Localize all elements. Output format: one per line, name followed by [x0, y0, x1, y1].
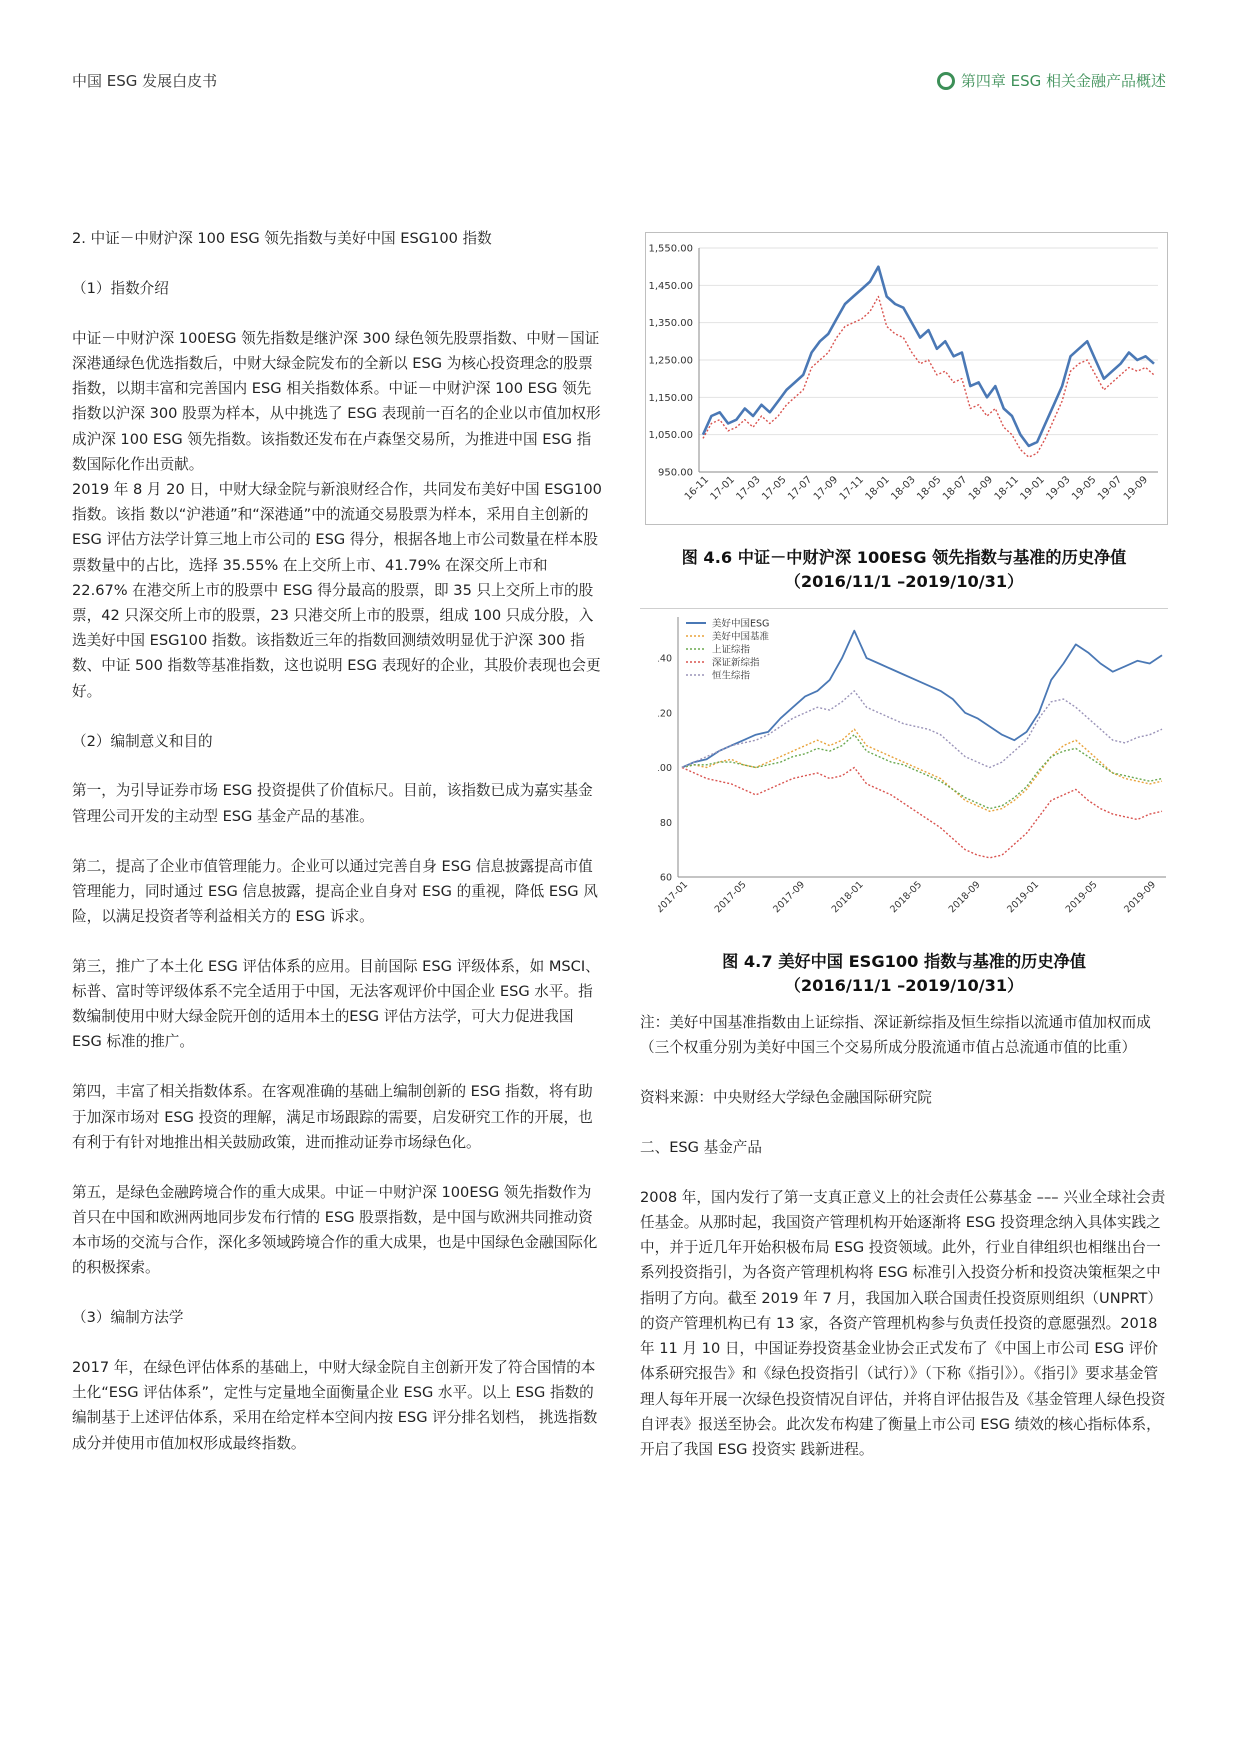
x-tick-label: 18-11: [992, 474, 1022, 503]
legend-label: 上证综指: [712, 644, 751, 656]
paragraph: 第二，提高了企业市值管理能力。企业可以通过完善自身 ESG 信息披露提高市值管理能力，同时通过 ESG 信息披露，提高企业自身对 ESG 的重视，降低 ESG 风险，以满足投资者等利益相关方的 ESG 诉求。: [72, 857, 598, 925]
figure-caption: [640, 950, 1168, 998]
paragraph: 第四，丰富了相关指数体系。在客观准确的基础上编制创新的 ESG 指数，将有助于加深市场对 ESG 投资的理解，满足市场跟踪的需要，启发研究工作的开展，也有利于有针对地推出相关鼓励政策，进而推动证券市场绿色化。: [72, 1083, 593, 1151]
x-tick-label: 2017-01: [658, 879, 691, 916]
x-tick-label: 19-03: [1044, 474, 1073, 503]
y-tick-label: 1,450.00: [648, 280, 693, 292]
y-tick-label: 1,050.00: [648, 430, 693, 442]
subheading-esg-funds: 二、ESG 基金产品: [640, 1138, 762, 1156]
chart-csi-esg100-svg: [645, 232, 1168, 525]
x-tick-label: 2019-01: [1005, 879, 1042, 916]
x-tick-label: 19-07: [1095, 474, 1125, 503]
x-tick-label: 17-05: [760, 474, 789, 503]
running-header-title: 中国 ESG 发展白皮书: [72, 72, 218, 90]
x-tick-label: 17-09: [811, 474, 841, 503]
x-tick-label: 16-11: [682, 474, 712, 503]
chapter-title: 第四章 ESG 相关金融产品概述: [960, 72, 1166, 90]
legend-label: 美好中国ESG: [712, 618, 770, 630]
y-tick-label: 20: [659, 708, 672, 720]
x-tick-label: 18-07: [941, 474, 970, 503]
caption-line: （2016/11/1 –2019/10/31）: [784, 976, 1024, 995]
legend-label: 恒生综指: [712, 670, 751, 682]
paragraph: 第五，是绿色金融跨境合作的重大成果。中证－中财沪深 100ESG 领先指数作为首只在中国和欧洲两地同步发布行情的 ESG 股票指数，是中国与欧洲共同推动资本市场的交流与合作，深化多领域跨境合作的重大成果，也是中国绿色金融国际化的积极探索。: [72, 1183, 598, 1277]
x-tick-label: 18-05: [915, 474, 944, 503]
y-tick-label: 60: [659, 872, 672, 884]
circle-icon: [937, 72, 955, 90]
x-tick-label: 2019-09: [1122, 879, 1159, 916]
chart-csi-esg100: [645, 232, 1168, 525]
x-tick-label: 17-07: [786, 474, 815, 503]
left-column: [72, 226, 604, 1480]
x-tick-label: 2017-09: [771, 879, 808, 916]
legend-label: 深证新综指: [712, 657, 760, 669]
y-tick-label: 1,150.00: [648, 392, 693, 404]
paragraph: 2019 年 8 月 20 日，中财大绿金院与新浪财经合作，共同发布美好中国 ESG100 指数。该指 数以“沪港通”和“深港通”中的流通交易股票为样本，采用自主创新的 ESG 评估方法学计算三地上市公司的 ESG 得分，根据各地上市公司数量在样本股票数量中的占比，选择 35.55% 在上交所上市、41.79% 在深交所上市和 22.67% 在港交所上市的股票中 ESG 得分最高的股票，即 35 只上交所上市的股票，42 只深交所上市的股票，23 只港交所上市的股票，组成 100 只成分股，入选美好中国 ESG100 指数。该指数近三年的指数回测绩效明显优于沪深 300 指数、中证 500 指数等基准指数，这也说明 ESG 表现好的企业，其股价表现也会更好。: [72, 481, 602, 700]
x-tick-label: 2018-01: [829, 879, 866, 916]
paragraph: 第一，为引导证券市场 ESG 投资提供了价值标尺。目前，该指数已成为嘉实基金管理公司开发的主动型 ESG 基金产品的基准。: [72, 782, 593, 825]
y-tick-label: 1,250.00: [648, 355, 693, 367]
right-column: [640, 1010, 1168, 1487]
source-note: 资料来源：中央财经大学绿色金融国际研究院: [640, 1089, 932, 1107]
y-tick-label: 00: [659, 763, 672, 775]
section-title: 2. 中证－中财沪深 100 ESG 领先指数与美好中国 ESG100 指数: [72, 230, 492, 247]
chart-beautiful-china-esg100: [658, 609, 1168, 917]
y-tick-label: 1,550.00: [648, 243, 693, 255]
caption-line: 图 4.6 中证－中财沪深 100ESG 领先指数与基准的历史净值: [681, 548, 1127, 567]
y-tick-label: 1,350.00: [648, 318, 693, 330]
x-tick-label: 17-11: [837, 474, 867, 503]
figure-caption: [640, 546, 1168, 594]
x-tick-label: 19-05: [1070, 474, 1099, 503]
x-tick-label: 17-03: [734, 474, 763, 503]
subheading-methodology: （3）编制方法学: [72, 1309, 184, 1327]
x-tick-label: 2017-05: [712, 879, 749, 916]
x-tick-label: 2019-05: [1063, 879, 1100, 916]
subheading-purpose: （2）编制意义和目的: [72, 732, 213, 750]
x-tick-label: 19-01: [1018, 474, 1047, 503]
subheading-intro: （1）指数介绍: [72, 279, 169, 297]
x-tick-label: 18-03: [889, 474, 918, 503]
y-tick-label: 40: [659, 653, 672, 665]
legend-label: 美好中国基准: [712, 631, 770, 643]
chapter-header: [937, 70, 1166, 91]
paragraph: 2017 年，在绿色评估体系的基础上，中财大绿金院自主创新开发了符合国情的本土化“ESG 评估体系”，定性与定量地全面衡量企业 ESG 水平。以上 ESG 指数的编制基于上述评估体系，采用在给定样本空间内按 ESG 评分排名划档， 挑选指数成分并使用市值加权形成最终指数。: [72, 1358, 598, 1452]
x-tick-label: 19-09: [1121, 474, 1151, 503]
y-tick-label: 80: [659, 817, 672, 829]
chart-note: 注：美好中国基准指数由上证综指、深证新综指及恒生综指以流通市值加权而成（三个权重分别为美好中国三个交易所成分股流通市值占总流通市值的比重）: [640, 1014, 1151, 1057]
x-tick-label: 2018-05: [888, 879, 925, 916]
caption-line: 图 4.7 美好中国 ESG100 指数与基准的历史净值: [722, 952, 1086, 971]
x-tick-label: 18-01: [863, 474, 892, 503]
caption-line: （2016/11/1 –2019/10/31）: [784, 572, 1024, 591]
chart-beautiful-china-esg100-svg: [658, 609, 1168, 917]
x-tick-label: 18-09: [966, 474, 996, 503]
paragraph: 第三，推广了本土化 ESG 评估体系的应用。目前国际 ESG 评级体系，如 MSCI、标普、富时等评级体系不完全适用于中国，无法客观评价中国企业 ESG 水平。指数编制使用中财大绿金院开创的适用本土的ESG 评估方法学，可大力促进我国 ESG 标准的推广。: [72, 957, 600, 1051]
x-tick-label: 17-01: [708, 474, 737, 503]
paragraph: 中证－中财沪深 100ESG 领先指数是继沪深 300 绿色领先股票指数、中财－国证深港通绿色优选指数后，中财大绿金院发布的全新以 ESG 为核心投资理念的股票指数，以期丰富和完善国内 ESG 相关指数体系。中证－中财沪深 100 ESG 领先指数以沪深 300 股票为样本，从中挑选了 ESG 表现前一百名的企业以市值加权形成沪深 100 ESG 领先指数。该指数还发布在卢森堡交易所，为推进中国 ESG 指数国际化作出贡献。: [72, 329, 601, 473]
y-tick-label: 950.00: [658, 467, 693, 479]
x-tick-label: 2018-09: [946, 879, 983, 916]
paragraph: 2008 年，国内发行了第一支真正意义上的社会责任公募基金 ––– 兴业全球社会责任基金。从那时起，我国资产管理机构开始逐渐将 ESG 投资理念纳入具体实践之中，并于近几年开始积极布局 ESG 投资领域。此外，行业自律组织也相继出台一系列投资指引，为各资产管理机构将 ESG 标准引入投资分析和投资决策框架之中指明了方向。截至 2019 年 7 月，我国加入联合国责任投资原则组织（UNPRT）的资产管理机构已有 13 家，各资产管理机构参与负责任投资的意愿强烈。2018 年 11 月 10 日，中国证券投资基金业协会正式发布了《中国上市公司 ESG 评价体系研究报告》和《绿色投资指引（试行）》（下称《指引》）。《指引》要求基金管理人每年开展一次绿色投资情况自评估，并将自评估报告及《基金管理人绿色投资自评表》报送至协会。此次发布构建了衡量上市公司 ESG 绩效的核心指标体系，开启了我国 ESG 投资实 践新进程。: [640, 1188, 1166, 1458]
